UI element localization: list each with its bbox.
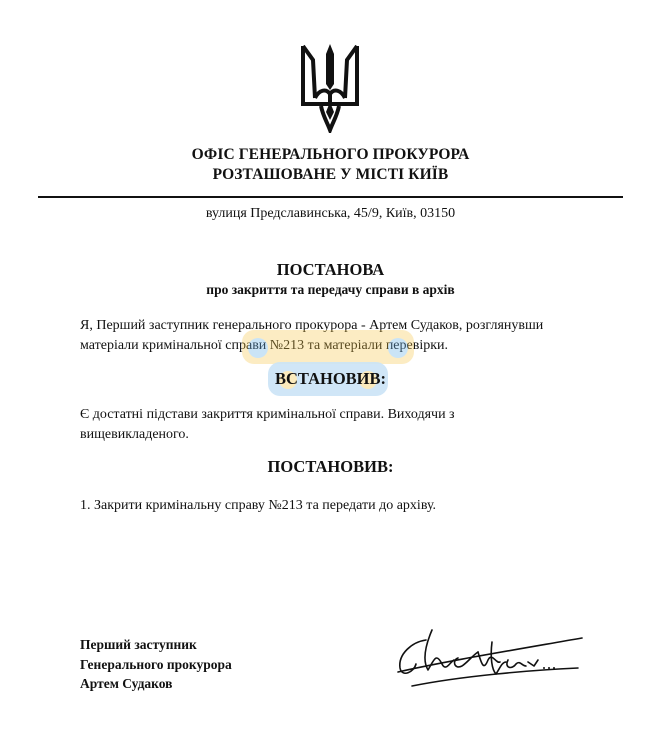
resolved-item: 1. Закрити кримінальну справу №213 та передати до архіву. (80, 498, 437, 513)
signatory-block (80, 635, 340, 694)
intro-paragraph (80, 316, 600, 356)
resolved-heading: ПОСТАНОВИВ: (267, 457, 394, 476)
signatory-position-line2: Генерального прокурора (80, 656, 232, 672)
signatory-position-line1: Перший заступник (80, 637, 197, 652)
office-address: вулиця Предславинська, 45/9, Київ, 03150 (205, 206, 456, 221)
office-title-line1: ОФІС ГЕНЕРАЛЬНОГО ПРОКУРОРА (191, 146, 470, 163)
established-line: вищевикладеного. (80, 427, 189, 442)
document-title: ПОСТАНОВА (276, 260, 385, 279)
office-title-line2: РОЗТАШОВАНЕ У МІСТІ КИЇВ (212, 166, 449, 183)
established-heading: ВСТАНОВИВ: (274, 369, 387, 388)
established-paragraph (80, 405, 600, 445)
trident-coat-of-arms-icon (299, 40, 361, 133)
handwritten-signature-icon (392, 612, 592, 702)
established-line: Є достатні підстави закриття кримінальної справи. Виходячи з (80, 407, 455, 422)
document-subtitle: про закриття та передачу справи в архів (206, 282, 455, 297)
intro-line: Я, Перший заступник генерального прокурора - Артем Судаков, розглянувши (80, 318, 544, 333)
signatory-name: Артем Судаков (80, 676, 173, 691)
intro-line: матеріали кримінальної справи №213 та матеріали перевірки. (80, 338, 449, 353)
header-divider (38, 196, 623, 198)
